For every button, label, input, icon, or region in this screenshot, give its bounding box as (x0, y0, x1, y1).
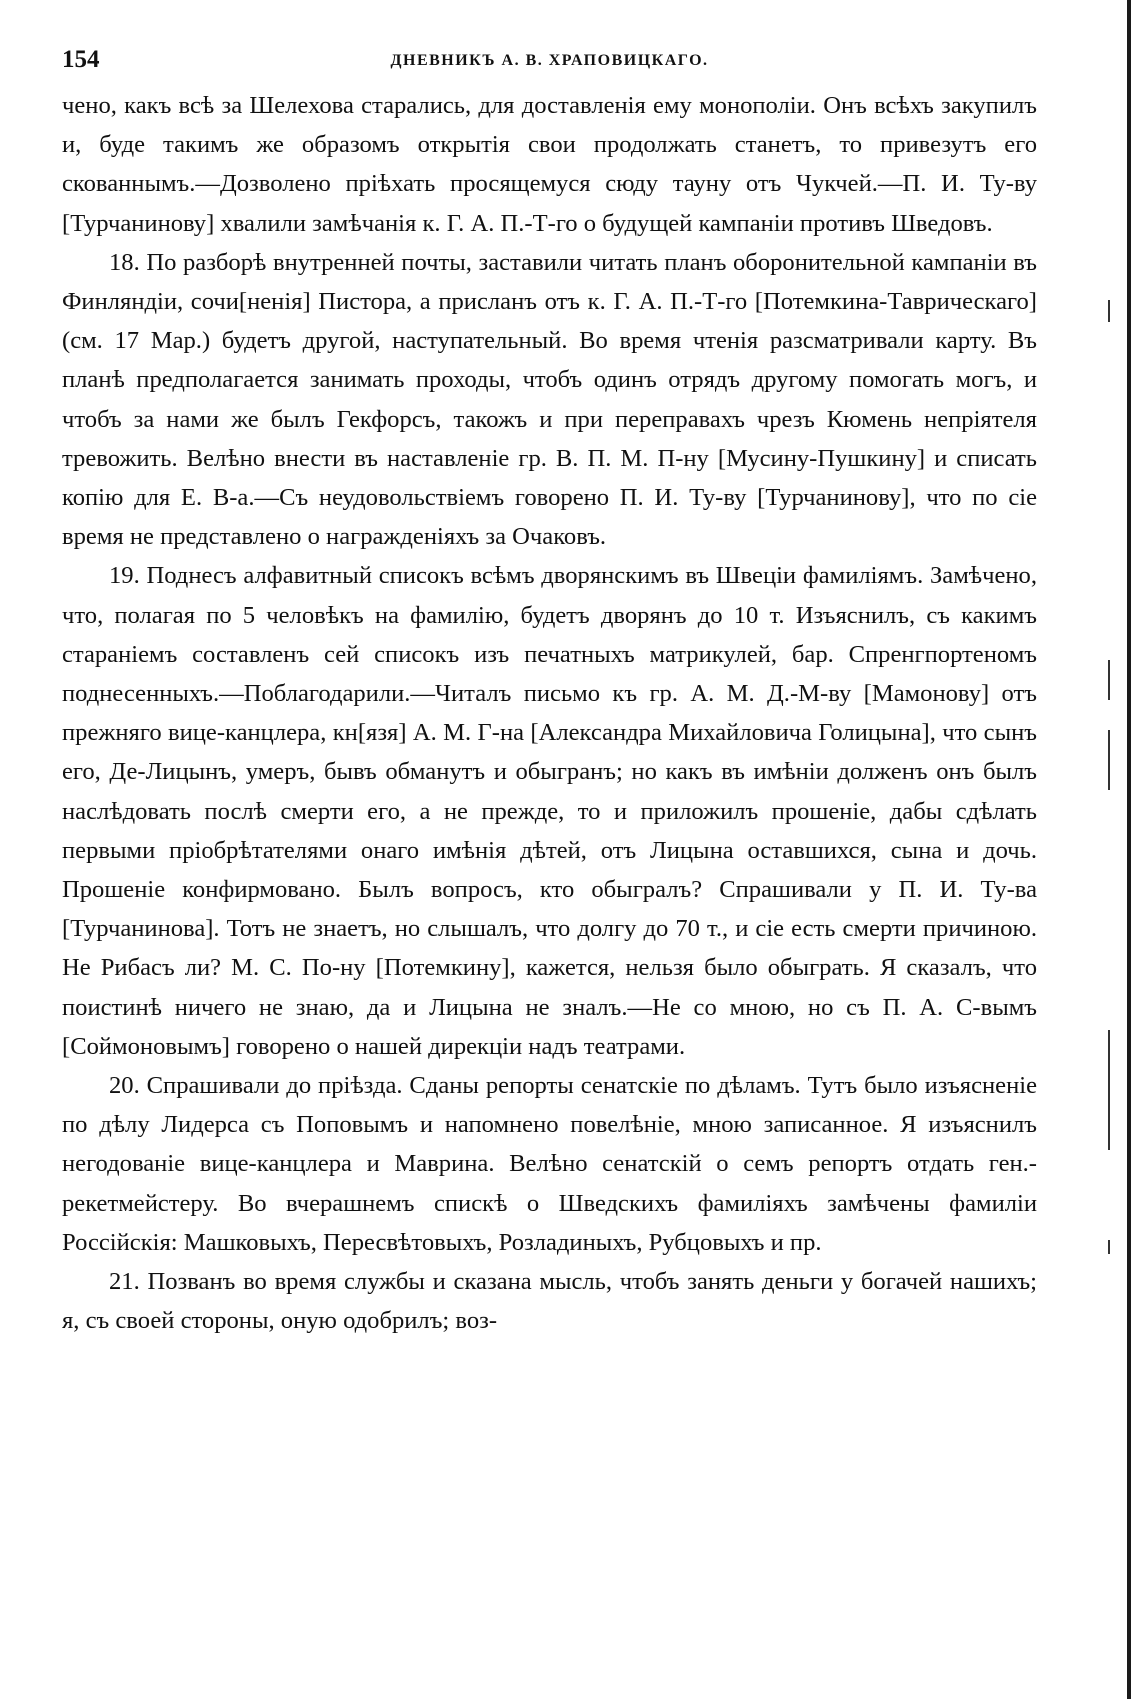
paragraph-entry-21: 21. Позванъ во время службы и сказана мысль, чтобъ занять деньги у богачей нашихъ; я, съ своей стороны, оную одобрилъ; воз- (62, 1268, 1037, 1335)
page-header (62, 46, 1037, 80)
paragraph-entry-19: 19. Поднесъ алфавитный списокъ всѣмъ дворянскимъ въ Швеціи фамиліямъ. Замѣчено, что, полагая по 5 человѣкъ на фамилію, будетъ дворянъ до 10 т. Изъяснилъ, съ какимъ стараніемъ составленъ сей списокъ изъ печатныхъ матрикулей, бар. Спренгпортеномъ поднесенныхъ.—Поблагодарили.—Читалъ письмо къ гр. А. М. Д.-М-ву [Мамонову] отъ прежняго вице-канцлера, кн[язя] А. М. Г-на [Александра Михайловича Голицына], что сынъ его, Де-Лицынъ, умеръ, бывъ обманутъ и обыгранъ; но какъ въ имѣніи долженъ онъ былъ наслѣдовать послѣ смерти его, а не прежде, то и приложилъ прошеніе, дабы сдѣлать первыми пріобрѣтателями онаго имѣнія дѣтей, отъ Лицына оставшихся, сына и дочь. Прошеніе конфирмовано. Былъ вопросъ, кто обыгралъ? Спрашивали у П. И. Ту-ва [Турчанинова]. Тотъ не знаетъ, но слышалъ, что долгу до 70 т., и сіе есть смерти причиною. Не Рибасъ ли? М. С. По-ну [Потемкину], кажется, нельзя было обыграть. Я сказалъ, что поистинѣ ничего не знаю, да и Лицына не зналъ.—Не со мною, но съ П. А. С-вымъ [Соймоновымъ] говорено о нашей дирекціи надъ театрами. (62, 562, 1037, 1060)
margin-mark (1108, 660, 1110, 700)
paragraph-entry-18: 18. По разборѣ внутренней почты, заставили читать планъ оборонительной кампаніи въ Финляндіи, сочи[ненія] Пистора, а присланъ отъ к. Г. А. П.-Т-го [Потемкина-Таврическаго] (см. 17 Мар.) будетъ другой, наступательный. Во время чтенія разсматривали карту. Въ планѣ предполагается занимать проходы, чтобъ одинъ отрядъ другому помогать могъ, и чтобъ за нами же былъ Гекфорсъ, такожъ и при переправахъ чрезъ Кюмень непріятеля тревожить. Велѣно внести въ наставленіе гр. В. П. М. П-ну [Мусину-Пушкину] и списать копію для Е. В-а.—Съ неудовольствіемъ говорено П. И. Ту-ву [Турчанинову], что по сіе время не представлено о награжденіяхъ за Очаковъ. (62, 248, 1037, 551)
margin-mark (1108, 300, 1110, 322)
body-text (62, 86, 1037, 1341)
page-edge-rule (1127, 0, 1131, 1699)
paragraph-continuation: чено, какъ всѣ за Шелехова старались, для доставленія ему монополіи. Онъ всѣхъ закупилъ и, буде такимъ же образомъ открытія свои продолжать станетъ, то привезутъ его скованнымъ.—Дозволено пріѣхать просящемуся сюду тауну отъ Чукчей.—П. И. Ту-ву [Турчанинову] хвалили замѣчанія к. Г. А. П.-Т-го о будущей кампаніи противъ Шведовъ. (62, 92, 1037, 237)
margin-mark (1108, 730, 1110, 790)
page-number: 154 (62, 46, 100, 73)
page (62, 46, 1037, 1341)
running-title: ДНЕВНИКЪ А. В. ХРАПОВИЦКАГО. (390, 52, 709, 69)
margin-mark (1108, 1240, 1110, 1254)
paragraph-entry-20: 20. Спрашивали до пріѣзда. Сданы репорты сенатскіе по дѣламъ. Тутъ было изъясненіе по дѣлу Лидерса съ Поповымъ и напомнено повелѣніе, мною записанное. Я изъяснилъ негодованіе вице-канцлера и Маврина. Велѣно сенатскій о семъ репортъ отдать ген.-рекетмейстеру. Во вчерашнемъ спискѣ о Шведскихъ фамиліяхъ замѣчены фамиліи Россійскія: Машковыхъ, Пересвѣтовыхъ, Розладиныхъ, Рубцовыхъ и пр. (62, 1072, 1037, 1256)
margin-mark (1108, 1030, 1110, 1150)
